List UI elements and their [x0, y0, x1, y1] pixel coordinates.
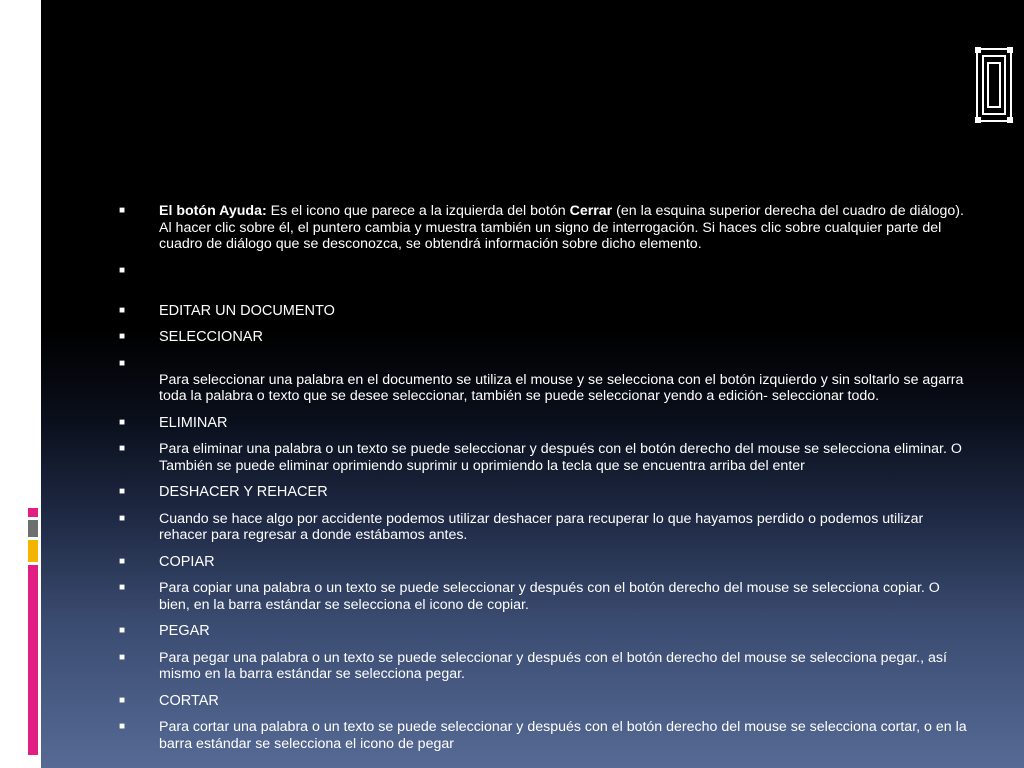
item-text: Para seleccionar una palabra en el documento se utiliza el mouse y se selecciona con el botón izquierdo y sin soltarlo se agarra toda la palabra o texto que se desee seleccionar, también se puede seleccionar yendo a edición- seleccionar todo. — [159, 371, 964, 404]
item-text: Es el icono que parece a la izquierda del botón — [266, 203, 570, 219]
spacer — [119, 289, 969, 303]
list-item-deshacer-text — [119, 511, 969, 544]
bold-term: El botón Ayuda: — [159, 203, 267, 219]
list-item-pegar-text — [119, 650, 969, 683]
list-item-pegar — [119, 623, 969, 640]
accent-bar-pink-small — [28, 508, 38, 517]
section-heading: EDITAR UN DOCUMENTO — [159, 302, 335, 319]
square-bullet-icon: ■ — [119, 651, 126, 663]
item-text: (en la esquina superior derecha del cuadro de diálogo). Al hacer clic sobre él, el puntero cambia y muestra también un signo de interrogación. Si haces clic sobre cualquier parte del cuadro de diálogo que se desconozca, se obtendrá información sobre dicho elemento. — [159, 203, 964, 252]
accent-bars — [28, 508, 38, 758]
list-item-eliminar-text — [119, 441, 969, 474]
section-heading: COPIAR — [159, 553, 215, 570]
square-bullet-icon: ■ — [119, 721, 126, 732]
list-item-cortar-text — [119, 719, 969, 752]
accent-bar-yellow — [28, 540, 38, 562]
list-item-cortar — [119, 693, 969, 710]
item-text: Para eliminar una palabra o un texto se puede seleccionar y después con el botón derecho del mouse se selecciona eliminar. O También se puede eliminar oprimiendo suprimir u oprimiendo la tecla que se encuentra arriba del enter — [159, 441, 962, 474]
list-item-copiar — [119, 554, 969, 571]
square-bullet-icon: ■ — [119, 357, 126, 369]
square-bullet-icon: ■ — [119, 512, 126, 524]
list-item-copiar-text — [119, 580, 969, 613]
item-text: Para pegar una palabra o un texto se puede seleccionar y después con el botón derecho del mouse se selecciona pegar., así mismo en la barra estándar se selecciona pegar. — [159, 649, 947, 682]
square-bullet-icon: ■ — [119, 331, 126, 342]
section-heading: ELIMINAR — [159, 414, 228, 431]
section-heading: DESHACER Y REHACER — [159, 484, 328, 500]
empty-line — [159, 356, 969, 372]
list-item-ayuda — [119, 203, 969, 253]
list-item-eliminar — [119, 415, 969, 432]
square-bullet-icon: ■ — [119, 555, 126, 567]
section-heading: SELECCIONAR — [159, 329, 263, 345]
square-bullet-icon: ■ — [119, 625, 126, 636]
square-bullet-icon: ■ — [119, 486, 126, 497]
list-item-seleccionar — [119, 329, 969, 346]
section-heading: CORTAR — [159, 692, 219, 709]
square-bullet-icon: ■ — [119, 264, 126, 276]
square-bullet-icon: ■ — [119, 205, 126, 216]
square-bullet-icon: ■ — [119, 694, 126, 706]
window-frames-logo — [974, 46, 1014, 124]
accent-bar-gray — [28, 520, 38, 537]
accent-bar-pink-long — [28, 565, 38, 755]
section-heading: PEGAR — [159, 623, 210, 639]
item-text: Cuando se hace algo por accidente podemos utilizar deshacer para recuperar lo que hayamos perdido o podemos utilizar rehacer para regresar a donde estábamos antes. — [159, 510, 924, 543]
square-bullet-icon: ■ — [119, 582, 126, 593]
item-text: Para copiar una palabra o un texto se puede seleccionar y después con el botón derecho del mouse se selecciona copiar. O bien, en la barra estándar se selecciona el icono de copiar. — [159, 580, 940, 613]
square-bullet-icon: ■ — [119, 304, 126, 316]
list-item-empty — [119, 263, 969, 279]
list-item-editar — [119, 303, 969, 320]
bold-term: Cerrar — [569, 203, 613, 219]
empty-line — [159, 263, 969, 279]
bullet-list — [119, 203, 969, 762]
square-bullet-icon: ■ — [119, 416, 126, 428]
list-item-seleccionar-text — [119, 356, 969, 405]
square-bullet-icon: ■ — [119, 443, 126, 454]
item-text: Para cortar una palabra o un texto se puede seleccionar y después con el botón derecho del mouse se selecciona cortar, o en la barra estándar se selecciona el icono de pegar — [159, 719, 967, 752]
list-item-deshacer — [119, 484, 969, 501]
